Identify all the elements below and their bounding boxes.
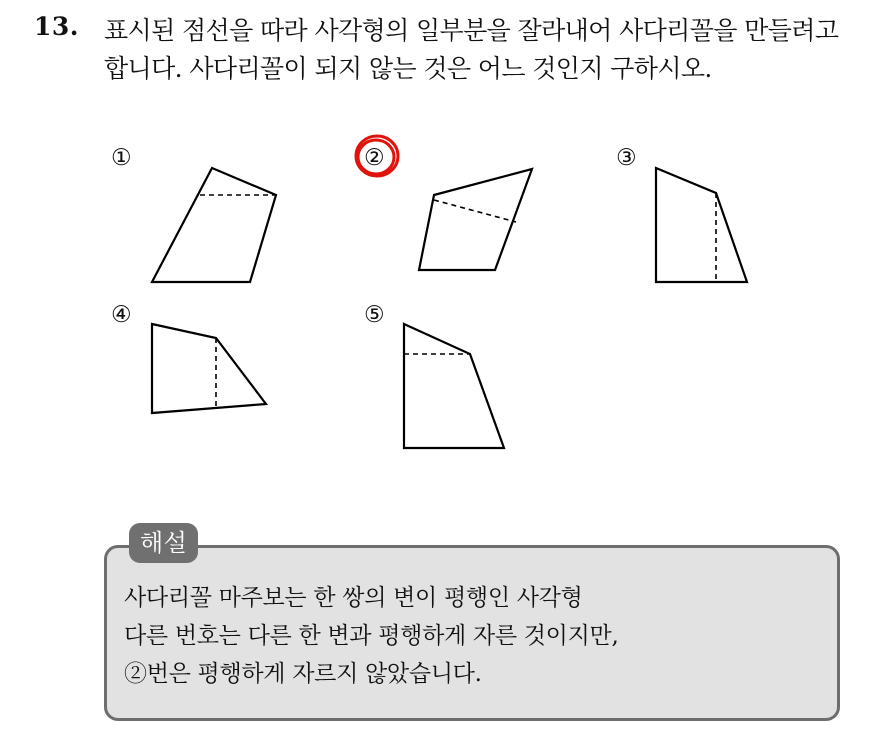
choice-5 [364,302,504,448]
choice-2-cut-line [434,200,516,222]
solution-tag: 해설 [129,523,198,563]
choice-4-quadrilateral [152,324,266,413]
question-line-1: 표시된 점선을 따라 사각형의 일부분을 잘라내어 사다리꼴을 만들려고 [104,16,839,45]
question-number: 13. [34,12,79,41]
choice-1-quadrilateral [152,168,276,282]
choice-5-quadrilateral [404,324,504,448]
choice-1 [111,145,276,282]
choice-3-quadrilateral [656,168,747,282]
choice-2-quadrilateral [419,169,532,270]
solution-line-1: 사다리꼴 마주보는 한 쌍의 변이 평행인 사각형 [124,585,583,611]
solution-text [124,579,824,693]
choice-3-label: ③ [616,145,637,171]
choice-2 [356,136,532,270]
choice-3 [616,145,747,282]
solution-line-3: ②번은 평행하게 자르지 않았습니다. [124,661,482,687]
choice-4-label: ④ [111,302,132,328]
choice-4 [111,302,266,413]
choice-1-label: ① [111,145,132,171]
solution-line-2: 다른 번호는 다른 한 변과 평행하게 자른 것이지만, [124,623,619,649]
choice-5-label: ⑤ [364,302,385,328]
question-line-2: 합니다. 사다리꼴이 되지 않는 것은 어느 것인지 구하시오. [104,54,712,83]
choice-2-label: ② [364,145,385,171]
